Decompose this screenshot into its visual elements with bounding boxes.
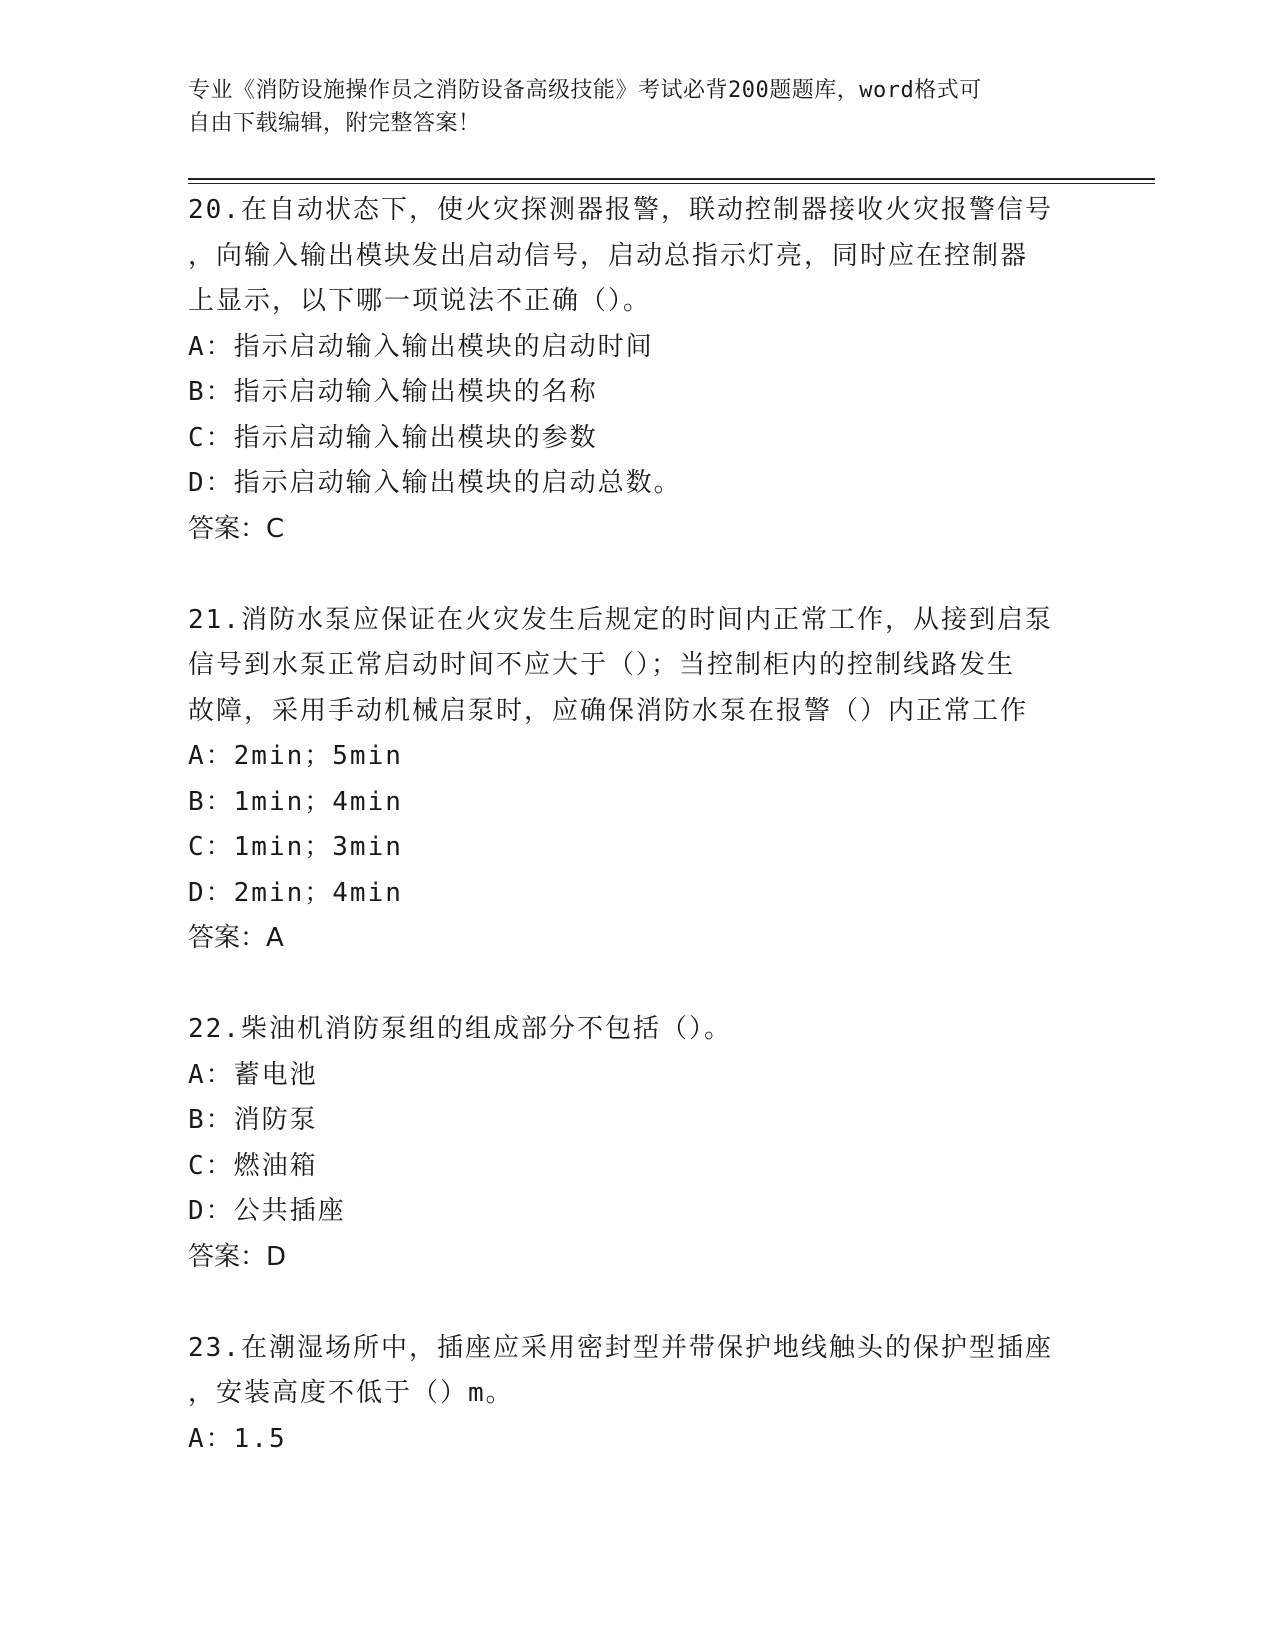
option-a: A：1.5 — [188, 1423, 287, 1454]
question-list — [188, 188, 1088, 1462]
header-line-1: 专业《消防设施操作员之消防设备高级技能》考试必背200题题库，word格式可 — [188, 78, 982, 103]
option-c: C：燃油箱 — [188, 1150, 318, 1181]
question-stem-line: 21.消防水泵应保证在火灾发生后规定的时间内正常工作，从接到启泵 — [188, 604, 1053, 635]
option-a: A：蓄电池 — [188, 1059, 318, 1090]
question-stem-line: 上显示，以下哪一项说法不正确（）。 — [188, 286, 652, 316]
question-stem-line: 20.在自动状态下，使火灾探测器报警，联动控制器接收火灾报警信号 — [188, 195, 1053, 225]
header-divider-thin — [188, 183, 1155, 184]
question-spacer — [188, 962, 1088, 1008]
option-c: C：指示启动输入输出模块的参数 — [188, 422, 598, 453]
question-stem-line: 故障，采用手动机械启泵时，应确保消防水泵在报警（）内正常工作 — [188, 695, 1029, 726]
option-d: D：公共插座 — [188, 1196, 346, 1226]
option-d: D：2min；4min — [188, 877, 403, 908]
option-b: B：消防泵 — [188, 1105, 318, 1135]
header-line-2: 自由下载编辑，附完整答案！ — [188, 111, 481, 136]
answer: 答案：C — [188, 513, 285, 544]
question-spacer — [188, 1280, 1088, 1326]
option-b: B：1min；4min — [188, 786, 403, 817]
question-stem-line: 信号到水泵正常启动时间不应大于（）；当控制柜内的控制线路发生 — [188, 650, 1016, 680]
question-stem-line: ，向输入输出模块发出启动信号，启动总指示灯亮，同时应在控制器 — [188, 240, 1029, 271]
question-23 — [188, 1326, 1088, 1463]
question-20 — [188, 188, 1088, 552]
question-spacer — [188, 552, 1088, 598]
question-21 — [188, 598, 1088, 962]
header-divider-thick — [188, 178, 1155, 180]
option-d: D：指示启动输入输出模块的启动总数。 — [188, 468, 682, 498]
question-stem-line: 23.在潮湿场所中，插座应采用密封型并带保护地线触头的保护型插座 — [188, 1332, 1053, 1363]
question-stem-line: 22.柴油机消防泵组的组成部分不包括（）。 — [188, 1014, 732, 1044]
question-22 — [188, 1007, 1088, 1280]
document-header — [188, 74, 1088, 140]
question-stem-line: ，安装高度不低于（）m。 — [188, 1378, 514, 1408]
answer: 答案：A — [188, 923, 284, 953]
option-a: A：2min；5min — [188, 741, 403, 771]
option-a: A：指示启动输入输出模块的启动时间 — [188, 331, 654, 362]
answer: 答案：D — [188, 1241, 287, 1272]
option-b: B：指示启动输入输出模块的名称 — [188, 377, 598, 407]
option-c: C：1min；3min — [188, 832, 403, 862]
